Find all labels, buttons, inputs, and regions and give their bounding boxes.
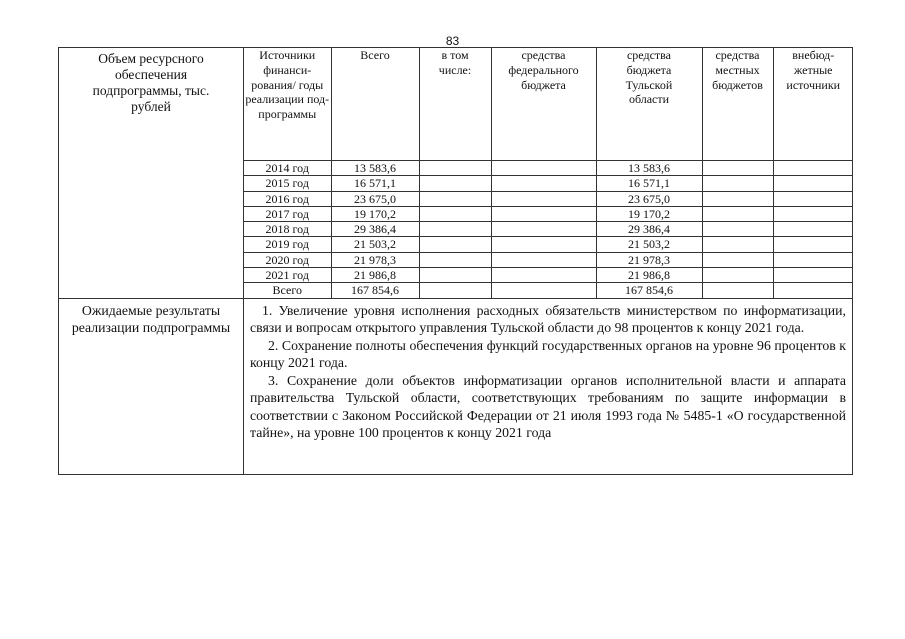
total-cell: 21 503,2 (331, 237, 419, 252)
results-label: Ожидаемые результаты реализации подпрограммы (71, 302, 231, 336)
table-row (244, 237, 853, 252)
results-label-cell (59, 298, 244, 474)
year-cell: Всего (244, 283, 331, 298)
regional-cell: 21 986,8 (596, 268, 702, 283)
regional-cell: 13 583,6 (596, 161, 702, 176)
year-cell: 2015 год (244, 176, 331, 191)
year-cell: 2019 год (244, 237, 331, 252)
table-row (244, 176, 853, 191)
page-number: 83 (445, 34, 460, 48)
results-cell (244, 298, 853, 474)
total-cell: 21 986,8 (331, 268, 419, 283)
header-including: в том числе: (419, 48, 491, 161)
total-cell: 13 583,6 (331, 161, 419, 176)
regional-cell: 16 571,1 (596, 176, 702, 191)
result-item: 1. Увеличение уровня исполнения расходных обязательств министерством по информатизации, связи и вопросам открытого управления Тульской области до 98 процентов к концу 2021 года. (250, 302, 846, 336)
table-row (244, 222, 853, 237)
result-item: 2. Сохранение полноты обеспечения функций государственных органов на уровне 96 процентов к концу 2021 года. (250, 337, 846, 371)
regional-cell: 21 503,2 (596, 237, 702, 252)
total-cell: 29 386,4 (331, 222, 419, 237)
header-total: Всего (331, 48, 419, 161)
table-row (244, 191, 853, 206)
total-cell: 23 675,0 (331, 191, 419, 206)
regional-cell: 29 386,4 (596, 222, 702, 237)
table-row (244, 206, 853, 221)
year-cell: 2017 год (244, 206, 331, 221)
table-row (244, 268, 853, 283)
table-row (244, 252, 853, 267)
year-cell: 2014 год (244, 161, 331, 176)
header-source: Источники финанси-рования/ годы реализации под-программы (244, 48, 331, 161)
total-cell: 167 854,6 (331, 283, 419, 298)
table-row (244, 161, 853, 176)
year-cell: 2021 год (244, 268, 331, 283)
financing-table (244, 48, 853, 298)
header-row (244, 48, 853, 161)
header-offbudget: внебюд-жетные источники (773, 48, 853, 161)
year-cell: 2018 год (244, 222, 331, 237)
total-cell: 16 571,1 (331, 176, 419, 191)
resource-label-cell (59, 48, 244, 299)
total-cell: 19 170,2 (331, 206, 419, 221)
subprogram-passport-table (58, 47, 853, 475)
table-row-total (244, 283, 853, 298)
year-cell: 2020 год (244, 252, 331, 267)
regional-cell: 167 854,6 (596, 283, 702, 298)
regional-cell: 21 978,3 (596, 252, 702, 267)
resource-label: Объем ресурсного обеспечения подпрограммы, тыс. рублей (92, 51, 210, 114)
regional-cell: 19 170,2 (596, 206, 702, 221)
year-cell: 2016 год (244, 191, 331, 206)
financing-cell (244, 48, 853, 299)
regional-cell: 23 675,0 (596, 191, 702, 206)
header-local: средства местных бюджетов (702, 48, 773, 161)
result-item: 3. Сохранение доли объектов информатизации органов исполнительной власти и аппарата правительства Тульской области, соответствующих требованиям по защите информации в соответствии с Законом Российской Федерации от 21 июля 1993 года № 5485-1 «О государственной тайне», на уровне 100 процентов к концу 2021 года (250, 372, 846, 441)
header-regional: средства бюджета Тульской области (596, 48, 702, 161)
header-federal: средства федерального бюджета (491, 48, 596, 161)
total-cell: 21 978,3 (331, 252, 419, 267)
